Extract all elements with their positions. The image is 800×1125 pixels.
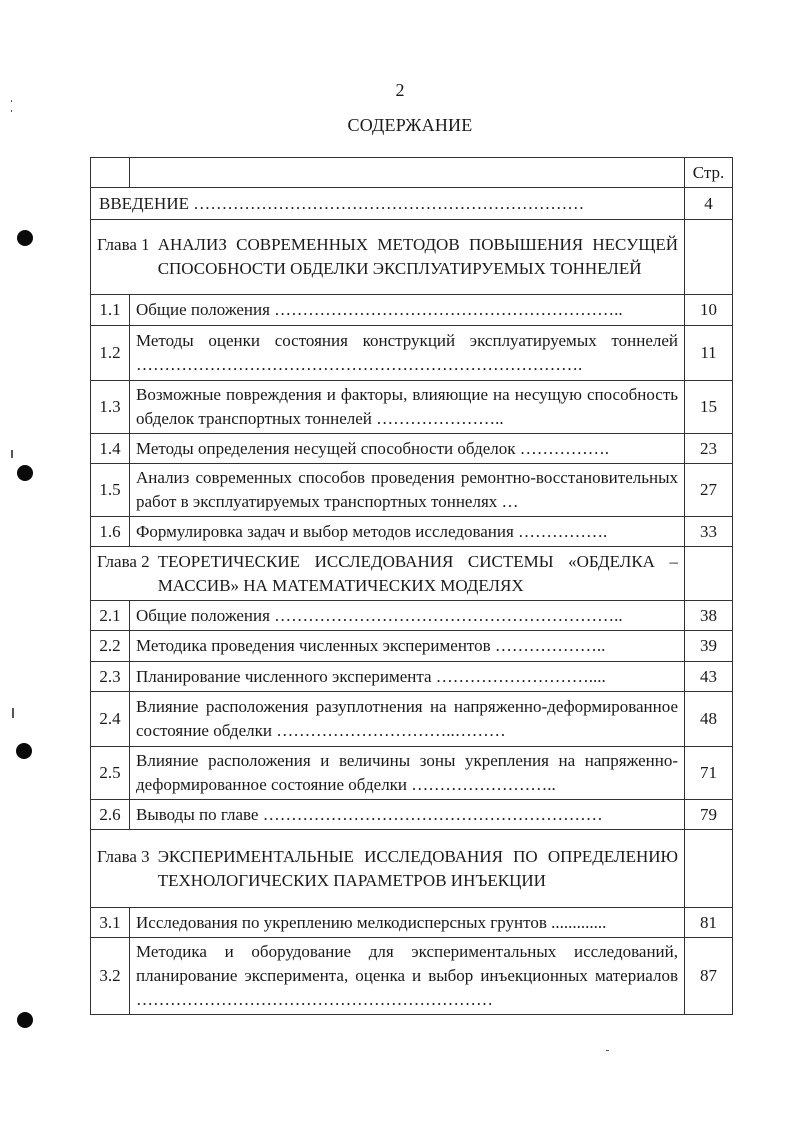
toc-chapter-row bbox=[91, 547, 733, 601]
toc-header-num bbox=[91, 158, 130, 188]
toc-row bbox=[91, 434, 733, 464]
section-page: 10 bbox=[685, 295, 733, 326]
toc-row bbox=[91, 601, 733, 631]
section-page: 39 bbox=[685, 631, 733, 662]
toc-chapter-row bbox=[91, 220, 733, 295]
section-title: Общие положения …………………………………………………….. bbox=[130, 601, 685, 631]
chapter-title: АНАЛИЗ СОВРЕМЕННЫХ МЕТОДОВ ПОВЫШЕНИЯ НЕСУЩЕЙ СПОСОБНОСТИ ОБДЕЛКИ ЭКСПЛУАТИРУЕМЫХ ТОННЕЛЕЙ bbox=[157, 235, 678, 278]
toc-chapter-page bbox=[685, 830, 733, 908]
section-title: Исследования по укреплению мелкодисперсных грунтов ............. bbox=[130, 908, 685, 938]
toc-chapter-page bbox=[685, 547, 733, 601]
punch-hole bbox=[17, 1012, 33, 1028]
section-title: Возможные повреждения и факторы, влияющие на несущую способность обделок транспортных тоннелей ………………….. bbox=[130, 381, 685, 434]
page-number: 2 bbox=[395, 80, 405, 100]
section-page: 27 bbox=[685, 464, 733, 517]
toc-row bbox=[91, 938, 733, 1015]
toc-intro-page: 4 bbox=[685, 188, 733, 220]
toc-row bbox=[91, 517, 733, 547]
section-title: Формулировка задач и выбор методов исследования ……………. bbox=[130, 517, 685, 547]
toc-row bbox=[91, 464, 733, 517]
section-title: Методика проведения численных экспериментов ……………….. bbox=[130, 631, 685, 662]
section-number: 1.4 bbox=[91, 434, 130, 464]
toc-chapter-page bbox=[685, 220, 733, 295]
table-of-contents bbox=[90, 157, 733, 1015]
toc-chapter-2 bbox=[91, 547, 685, 601]
chapter-title: ТЕОРЕТИЧЕСКИЕ ИССЛЕДОВАНИЯ СИСТЕМЫ «ОБДЕЛКА – МАССИВ» НА МАТЕМАТИЧЕСКИХ МОДЕЛЯХ bbox=[157, 551, 678, 595]
toc-row bbox=[91, 662, 733, 692]
section-page: 11 bbox=[685, 326, 733, 381]
chapter-label: Глава 3 bbox=[97, 846, 150, 866]
section-number: 2.5 bbox=[91, 747, 130, 800]
toc-chapter-1 bbox=[91, 220, 685, 295]
toc-row bbox=[91, 381, 733, 434]
scan-speck bbox=[11, 110, 12, 112]
toc-header-row bbox=[91, 158, 733, 188]
section-title: Анализ современных способов проведения ремонтно-восстановительных работ в эксплуатируемых транспортных тоннелях … bbox=[130, 464, 685, 517]
section-page: 71 bbox=[685, 747, 733, 800]
section-number: 1.6 bbox=[91, 517, 130, 547]
section-title: Влияние расположения разуплотнения на напряженно-деформированное состояние обделки …………………………..……… bbox=[130, 692, 685, 747]
section-number: 2.2 bbox=[91, 631, 130, 662]
toc-row bbox=[91, 800, 733, 830]
section-number: 2.6 bbox=[91, 800, 130, 830]
chapter-label: Глава 2 bbox=[97, 551, 150, 571]
toc-header-title bbox=[130, 158, 685, 188]
toc-chapter-3 bbox=[91, 830, 685, 908]
toc-row bbox=[91, 747, 733, 800]
section-number: 2.1 bbox=[91, 601, 130, 631]
section-title: Методика и оборудование для экспериментальных исследований, планирование эксперимента, оценка и выбор инъекционных материалов ……………………………………………………… bbox=[130, 938, 685, 1015]
toc-row bbox=[91, 326, 733, 381]
section-number: 1.3 bbox=[91, 381, 130, 434]
section-number: 3.1 bbox=[91, 908, 130, 938]
punch-hole bbox=[17, 230, 33, 246]
scan-speck bbox=[11, 450, 13, 458]
toc-row bbox=[91, 692, 733, 747]
section-page: 48 bbox=[685, 692, 733, 747]
section-title: Выводы по главе …………………………………………………… bbox=[130, 800, 685, 830]
section-page: 81 bbox=[685, 908, 733, 938]
section-page: 87 bbox=[685, 938, 733, 1015]
section-number: 1.2 bbox=[91, 326, 130, 381]
punch-hole bbox=[17, 465, 33, 481]
section-page: 43 bbox=[685, 662, 733, 692]
section-number: 2.3 bbox=[91, 662, 130, 692]
toc-row bbox=[91, 295, 733, 326]
punch-hole bbox=[16, 743, 32, 759]
toc-intro-title: ВВЕДЕНИЕ …………………………………………………………… bbox=[91, 188, 685, 220]
section-page: 23 bbox=[685, 434, 733, 464]
section-title: Общие положения …………………………………………………….. bbox=[130, 295, 685, 326]
section-title: Влияние расположения и величины зоны укрепления на напряженно-деформированное состояние обделки …………………….. bbox=[130, 747, 685, 800]
page-title: СОДЕРЖАНИЕ bbox=[347, 115, 473, 135]
scan-speck bbox=[12, 708, 14, 718]
section-title: Планирование численного эксперимента ……………………….... bbox=[130, 662, 685, 692]
chapter-title: ЭКСПЕРИМЕНТАЛЬНЫЕ ИССЛЕДОВАНИЯ ПО ОПРЕДЕЛЕНИЮ ТЕХНОЛОГИЧЕСКИХ ПАРАМЕТРОВ ИНЪЕКЦИИ bbox=[157, 846, 678, 890]
section-number: 1.1 bbox=[91, 295, 130, 326]
section-number: 3.2 bbox=[91, 938, 130, 1015]
section-page: 79 bbox=[685, 800, 733, 830]
toc-row bbox=[91, 908, 733, 938]
scan-speck bbox=[606, 1050, 609, 1051]
toc-row bbox=[91, 631, 733, 662]
chapter-label: Глава 1 bbox=[97, 235, 150, 254]
section-page: 33 bbox=[685, 517, 733, 547]
section-title: Методы определения несущей способности обделок ……………. bbox=[130, 434, 685, 464]
section-number: 1.5 bbox=[91, 464, 130, 517]
toc-header-page: Стр. bbox=[685, 158, 733, 188]
section-page: 15 bbox=[685, 381, 733, 434]
section-title: Методы оценки состояния конструкций эксплуатируемых тоннелей ……………………………………………………………………. bbox=[130, 326, 685, 381]
toc-chapter-row bbox=[91, 830, 733, 908]
section-number: 2.4 bbox=[91, 692, 130, 747]
section-page: 38 bbox=[685, 601, 733, 631]
toc-row-intro bbox=[91, 188, 733, 220]
